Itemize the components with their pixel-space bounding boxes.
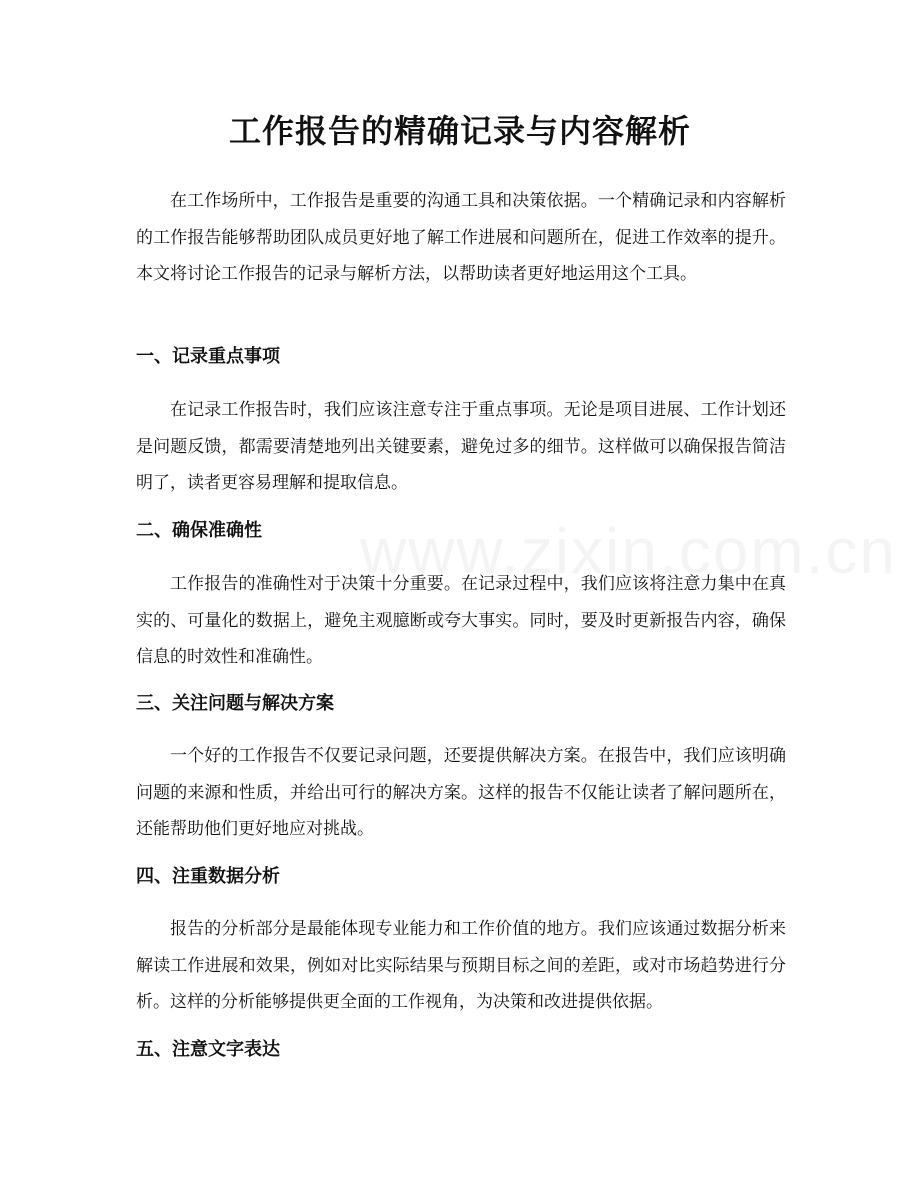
section-1-body: 在记录工作报告时，我们应该注意专注于重点事项。无论是项目进展、工作计划还是问题反馈，都需要清楚地列出关键要素，避免过多的细节。这样做可以确保报告简洁明了，读者更容易理解和提取信息。 — [136, 400, 786, 493]
page-title: 工作报告的精确记录与内容解析 — [228, 112, 691, 150]
intro-paragraph: 在工作场所中，工作报告是重要的沟通工具和决策依据。一个精确记录和内容解析的工作报告能够帮助团队成员更好地了解工作进展和问题所在，促进工作效率的提升。本文将讨论工作报告的记录与解析方法，以帮助读者更好地运用这个工具。 — [136, 191, 786, 284]
section-3-heading: 三、关注问题与解决方案 — [136, 693, 334, 714]
section-2-heading: 二、确保准确性 — [136, 520, 262, 541]
section-2-body: 工作报告的准确性对于决策十分重要。在记录过程中，我们应该将注意力集中在真实的、可量化的数据上，避免主观臆断或夸大事实。同时，要及时更新报告内容，确保信息的时效性和准确性。 — [136, 574, 786, 667]
section-1-heading: 一、记录重点事项 — [136, 346, 280, 367]
section-4-heading: 四、注重数据分析 — [136, 866, 280, 887]
section-3-body: 一个好的工作报告不仅要记录问题，还要提供解决方案。在报告中，我们应该明确问题的来源和性质，并给出可行的解决方案。这样的报告不仅能让读者了解问题所在，还能帮助他们更好地应对挑战。 — [136, 746, 786, 839]
section-4-body: 报告的分析部分是最能体现专业能力和工作价值的地方。我们应该通过数据分析来解读工作进展和效果，例如对比实际结果与预期目标之间的差距，或对市场趋势进行分析。这样的分析能够提供更全面的工作视角，为决策和改进提供依据。 — [136, 919, 786, 1012]
section-5-heading: 五、注意文字表达 — [136, 1039, 280, 1060]
